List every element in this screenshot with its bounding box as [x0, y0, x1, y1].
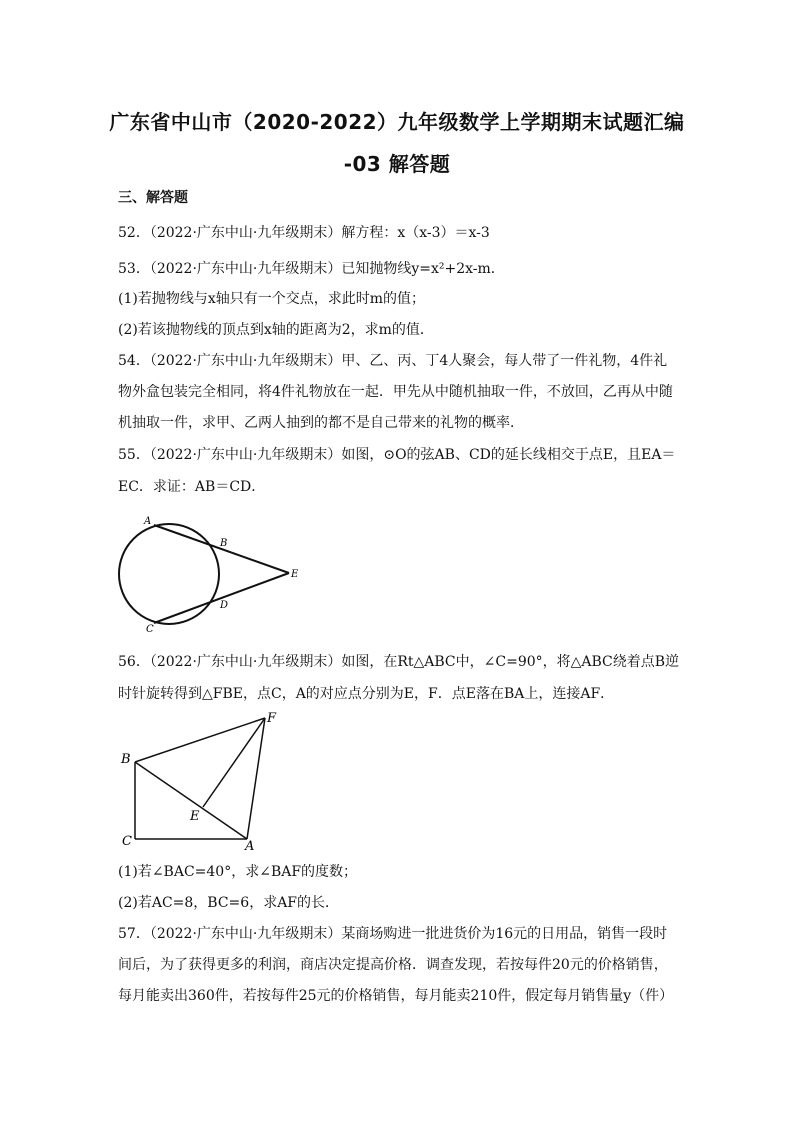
question-55-line1: 55．（2022·广东中山·九年级期末）如图，⊙O的弦AB、CD的延长线相交于点E，且EA＝: [118, 447, 676, 463]
document-title-line2: -03 解答题: [343, 152, 451, 176]
circle-label-b: B: [220, 538, 228, 549]
rotation-label-a: A: [245, 839, 255, 854]
circle-figure: [114, 512, 334, 637]
line-ef: [203, 718, 265, 807]
line-ae: [154, 525, 289, 573]
question-55-line2: EC．求证：AB＝CD．: [118, 479, 266, 495]
circle-o: [119, 524, 219, 624]
rotation-label-c: C: [122, 834, 132, 849]
line-ba: [135, 762, 247, 839]
question-53-part1: (1)若抛物线与x轴只有一个交点，求此时m的值；: [118, 291, 426, 307]
rotation-figure: [115, 708, 295, 853]
line-af: [247, 718, 265, 839]
rotation-label-e: E: [190, 809, 200, 824]
line-bf: [135, 718, 265, 762]
rotation-label-f: F: [267, 711, 277, 726]
circle-label-e: E: [291, 569, 299, 580]
question-54-line3: 机抽取一件，求甲、乙两人抽到的都不是自己带来的礼物的概率．: [118, 415, 524, 431]
question-56-part1: (1)若∠BAC=40°，求∠BAF的度数；: [118, 864, 358, 880]
line-ce: [154, 573, 289, 623]
circle-label-a: A: [144, 516, 152, 527]
question-53-line1: 53．（2022·广东中山·九年级期末）已知抛物线y=x²+2x-m．: [118, 261, 505, 277]
question-54-line1: 54．（2022·广东中山·九年级期末）甲、乙、丙、丁4人聚会，每人带了一件礼物，4件礼: [118, 353, 668, 369]
question-56-line2: 时针旋转得到△FBE，点C，A的对应点分别为E，F．点E落在BA上，连接AF．: [118, 686, 615, 702]
question-52-line1: 52．（2022·广东中山·九年级期末）解方程：x（x-3）＝x-3: [118, 225, 490, 241]
rotation-label-b: B: [121, 752, 131, 767]
question-54-line2: 物外盒包装完全相同，将4件礼物放在一起．甲先从中随机抽取一件，不放回，乙再从中随: [118, 384, 673, 400]
question-56-line1: 56．（2022·广东中山·九年级期末）如图，在Rt△ABC中，∠C=90°，将△ABC绕着点B逆: [118, 654, 680, 670]
question-57-line2: 间后，为了获得更多的利润，商店决定提高价格．调查发现，若按每件20元的价格销售，: [118, 957, 668, 973]
document-title-line1: 广东省中山市（2020-2022）九年级数学上学期期末试题汇编: [109, 110, 685, 134]
circle-label-c: C: [146, 624, 154, 635]
question-57-line1: 57．（2022·广东中山·九年级期末）某商场购进一批进货价为16元的日用品，销售一段时: [118, 926, 668, 942]
question-56-part2: (2)若AC=8，BC=6，求AF的长．: [118, 895, 340, 911]
question-57-line3: 每月能卖出360件，若按每件25元的价格销售，每月能卖210件，假定每月销售量y（件）: [118, 988, 674, 1004]
section-heading: 三、解答题: [118, 190, 188, 206]
question-53-part2: (2)若该抛物线的顶点到x轴的距离为2，求m的值．: [118, 322, 434, 338]
circle-label-d: D: [220, 600, 229, 611]
